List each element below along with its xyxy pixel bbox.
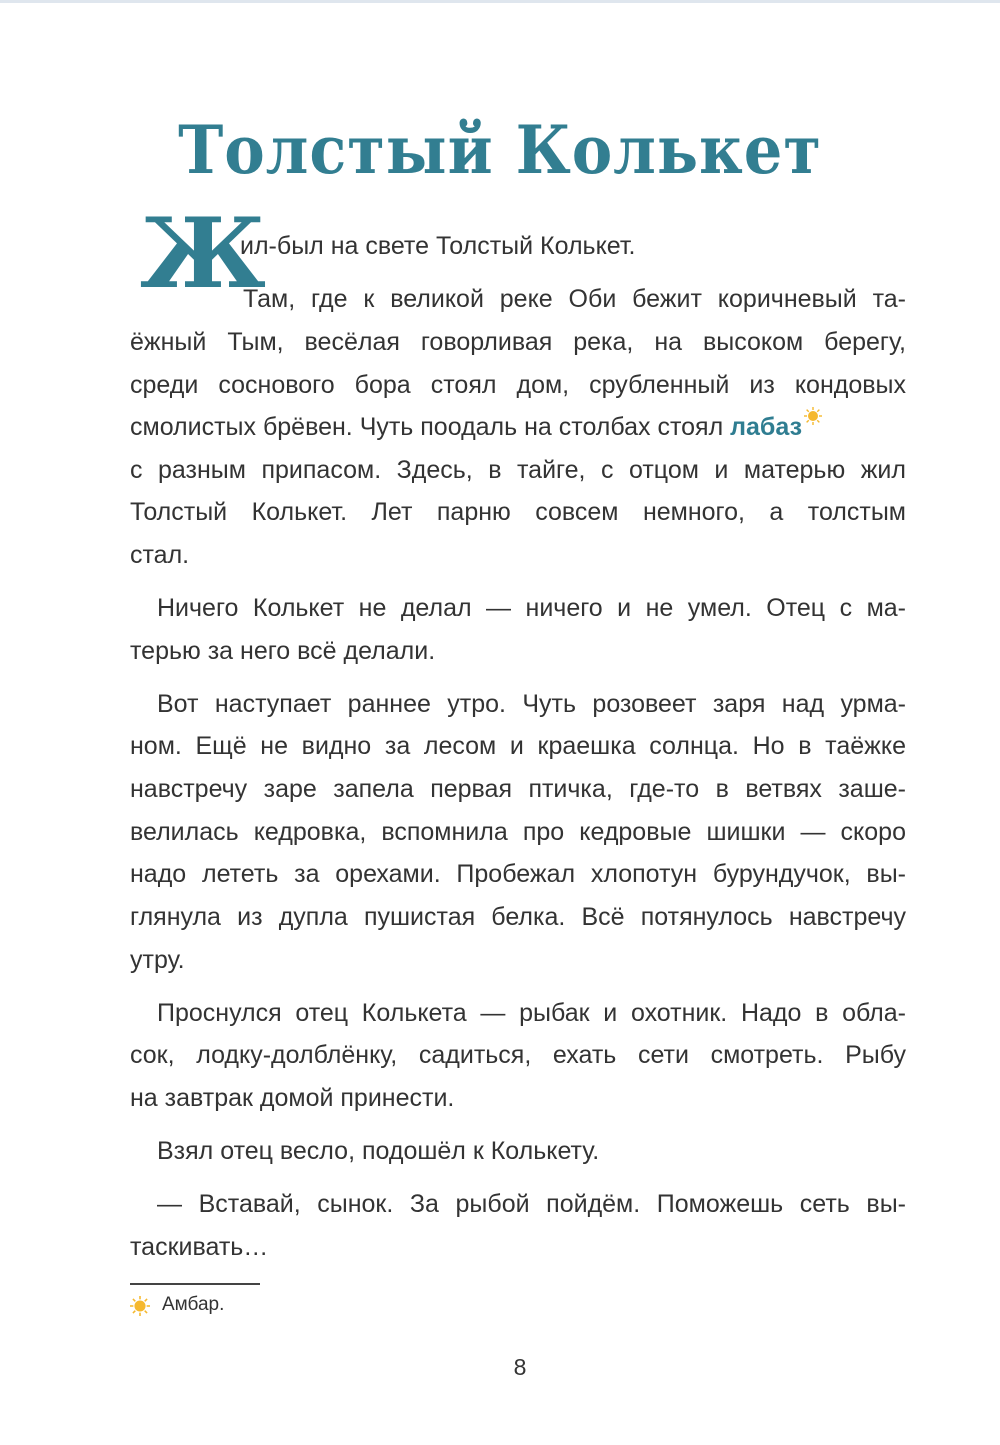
- text-line: Толстый Колькет. Лет парню совсем немного, а толстым: [130, 498, 906, 526]
- text-line: на завтрак домой принести.: [130, 1084, 455, 1112]
- text-line: таскивать…: [130, 1233, 269, 1261]
- glossary-term-labaz[interactable]: лабаз: [730, 413, 803, 441]
- text-line: Ничего Колькет не делал — ничего и не умел. Отец с ма-: [157, 594, 906, 622]
- text-line: [130, 410, 906, 444]
- text-line: сок, лодку-долблёнку, садиться, ехать сети смотреть. Рыбу: [130, 1041, 906, 1069]
- text-line: — Вставай, сынок. За рыбой пойдём. Поможешь сеть вы-: [157, 1190, 906, 1218]
- text-line: глянула из дупла пушистая белка. Всё потянулось навстречу: [130, 903, 906, 931]
- text-line: ил-был на свете Толстый Колькет.: [240, 232, 636, 260]
- text-line: с разным припасом. Здесь, в тайге, с отцом и матерью жил: [130, 456, 906, 484]
- text-segment: смолистых брёвен. Чуть поодаль на столбах стоял: [130, 413, 724, 441]
- footnote-divider: [130, 1283, 260, 1285]
- text-line: ном. Ещё не видно за лесом и краешка солнца. Но в таёжке: [130, 732, 906, 760]
- page-title: Толстый Колькет: [178, 111, 822, 189]
- footnote-text: Амбар.: [162, 1294, 225, 1315]
- sun-icon: [804, 400, 822, 418]
- footnote: [130, 1292, 224, 1318]
- text-line: навстречу заре запела первая птичка, где-то в ветвях заше-: [130, 775, 906, 803]
- text-line: Там, где к великой реке Оби бежит коричневый та-: [243, 285, 906, 313]
- text-line: велилась кедровка, вспомнила про кедровые шишки — скоро: [130, 818, 906, 846]
- text-line: надо лететь за орехами. Пробежал хлопотун бурундучок, вы-: [130, 860, 906, 888]
- page-number: 8: [513, 1354, 527, 1380]
- text-line: терью за него всё делали.: [130, 637, 436, 665]
- text-line: среди соснового бора стоял дом, срубленный из кондовых: [130, 371, 906, 399]
- drop-cap: Ж: [140, 197, 266, 310]
- text-line: утру.: [130, 946, 185, 974]
- text-line: ёжный Тым, весёлая говорливая река, на высоком берегу,: [130, 328, 906, 356]
- text-line: Взял отец весло, подошёл к Колькету.: [157, 1137, 600, 1165]
- text-line: Проснулся отец Колькета — рыбак и охотник. Надо в обла-: [157, 999, 906, 1027]
- text-line: стал.: [130, 541, 190, 569]
- sun-icon: [130, 1296, 148, 1314]
- page-top-edge: [0, 0, 1000, 3]
- text-line: Вот наступает раннее утро. Чуть розовеет заря над урма-: [157, 690, 906, 718]
